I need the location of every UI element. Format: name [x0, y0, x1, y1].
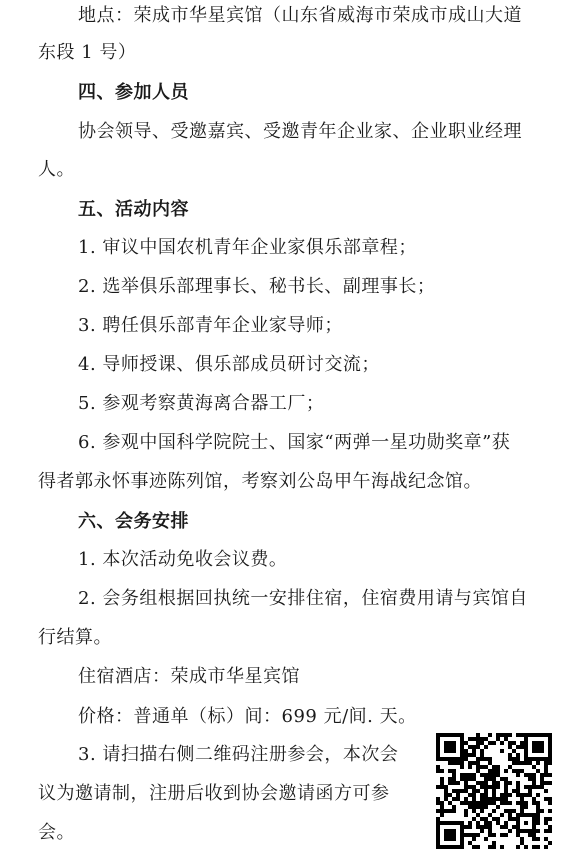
- section-6-heading: 六、会务安排: [78, 511, 189, 532]
- section-6-item-3-line-2: 议为邀请制，注册后收到协会邀请函方可参: [38, 783, 390, 804]
- section-5-item-4: 4. 导师授课、俱乐部成员研讨交流；: [78, 354, 380, 375]
- section-6-item-2-line-2: 行结算。: [38, 627, 112, 648]
- section-5-item-2: 2. 选举俱乐部理事长、秘书长、副理事长；: [78, 276, 436, 297]
- section-4-heading: 四、参加人员: [78, 82, 189, 103]
- section-6-item-3-line-1: 3. 请扫描右侧二维码注册参会，本次会: [78, 744, 399, 765]
- section-4-line-2: 人。: [38, 159, 75, 180]
- section-6-item-3-line-3: 会。: [38, 822, 75, 843]
- price-line: 价格：普通单（标）间：699 元/间. 天。: [78, 706, 417, 727]
- section-6-item-2-line-1: 2. 会务组根据回执统一安排住宿，住宿费用请与宾馆自: [78, 588, 528, 609]
- section-6-item-1: 1. 本次活动免收会议费。: [78, 549, 288, 570]
- hotel-line: 住宿酒店：荣成市华星宾馆: [78, 666, 300, 687]
- section-5-heading: 五、活动内容: [78, 199, 189, 220]
- section-5-item-5: 5. 参观考察黄海离合器工厂；: [78, 393, 325, 414]
- section-5-item-6-cont: 得者郭永怀事迹陈列馆，考察刘公岛甲午海战纪念馆。: [38, 471, 482, 492]
- section-5-item-1: 1. 审议中国农机青年企业家俱乐部章程；: [78, 237, 417, 258]
- section-4-line-1: 协会领导、受邀嘉宾、受邀青年企业家、企业职业经理: [78, 121, 522, 142]
- location-line-2: 东段 1 号）: [38, 42, 137, 63]
- qr-code-icon[interactable]: [436, 733, 552, 849]
- location-line-1: 地点：荣成市华星宾馆（山东省威海市荣成市成山大道: [78, 5, 522, 26]
- section-5-item-3: 3. 聘任俱乐部青年企业家导师；: [78, 315, 343, 336]
- section-5-item-6: 6. 参观中国科学院院士、国家“两弹一星功勋奖章”获: [78, 432, 511, 453]
